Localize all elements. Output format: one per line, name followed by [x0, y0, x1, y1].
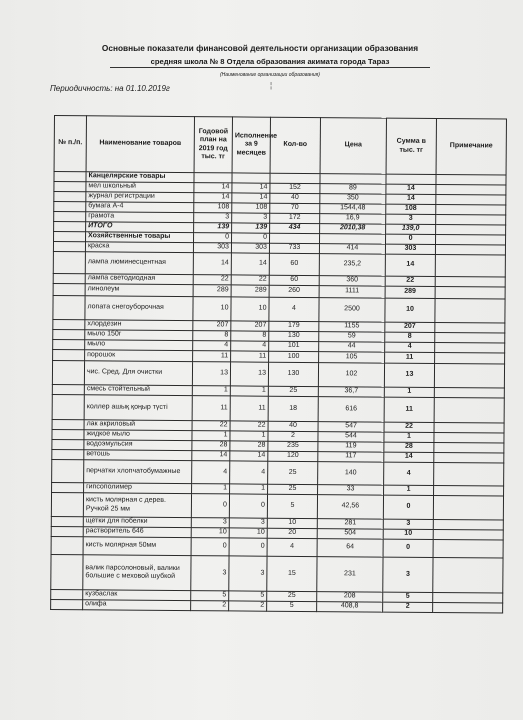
num-cell [52, 449, 84, 459]
num-cell [54, 222, 86, 232]
price-cell: 414 [319, 244, 385, 255]
num-cell [51, 516, 83, 526]
price-cell: 350 [320, 194, 386, 205]
execution-cell: 14 [232, 183, 270, 193]
num-cell [53, 295, 85, 319]
price-cell: 616 [318, 397, 384, 423]
num-cell [53, 319, 85, 329]
num-cell [54, 192, 86, 202]
execution-cell: 14 [230, 451, 268, 461]
plan-cell: 0 [191, 538, 229, 556]
column-header: Годовой план на 2019 год тыс. тг [194, 117, 232, 173]
price-cell: 36,7 [318, 387, 384, 398]
column-header: Наименование товаров [86, 116, 194, 173]
num-cell [52, 439, 84, 449]
table-row [52, 394, 504, 423]
plan-cell: 4 [193, 341, 231, 351]
organization-name: средняя школа № 8 Отдела образования акимата города Тараз [110, 57, 430, 68]
plan-cell: 10 [191, 528, 229, 538]
execution-cell: 289 [231, 285, 269, 297]
plan-cell: 0 [194, 233, 232, 243]
price-cell: 1155 [319, 322, 385, 333]
quantity-cell: 25 [268, 484, 318, 494]
stray-mark: ¦ [270, 81, 273, 90]
quantity-cell [270, 173, 320, 183]
quantity-cell: 130 [269, 331, 319, 341]
quantity-cell: 25 [267, 591, 317, 601]
execution-cell: 3 [232, 213, 270, 223]
organization-hint: (Наименование организации образования) [220, 72, 320, 78]
num-cell [52, 384, 84, 394]
note-cell [433, 592, 503, 603]
sum-cell: 3 [383, 519, 433, 529]
plan-cell: 4 [192, 461, 230, 484]
sum-cell [386, 174, 436, 184]
num-cell [54, 172, 86, 182]
quantity-cell: 2 [268, 431, 318, 441]
table-body [51, 172, 506, 614]
sum-cell: 2 [383, 602, 433, 612]
price-cell: 544 [318, 432, 384, 443]
execution-cell: 22 [230, 421, 268, 431]
execution-cell: 22 [231, 275, 269, 285]
plan-cell: 13 [192, 362, 230, 386]
quantity-cell: 20 [267, 528, 317, 538]
column-header: Кол-во [270, 117, 320, 173]
price-cell [320, 174, 386, 185]
plan-cell: 139 [194, 223, 232, 233]
num-cell [53, 283, 85, 295]
price-cell: 105 [319, 352, 385, 364]
num-cell [52, 394, 84, 419]
note-cell [433, 519, 503, 530]
quantity-cell: 5 [267, 494, 317, 518]
execution-cell: 14 [232, 193, 270, 203]
note-cell [435, 245, 505, 256]
num-cell [51, 526, 83, 536]
execution-cell [232, 173, 270, 183]
quantity-cell: 25 [268, 386, 318, 396]
quantity-cell: 4 [269, 297, 319, 321]
price-cell: 208 [317, 592, 383, 603]
item-name-cell: мыло 150г [85, 330, 193, 341]
table-header-row [54, 116, 506, 176]
plan-cell: 11 [192, 396, 230, 421]
item-name-cell: порошок [85, 350, 193, 362]
price-cell: 231 [317, 557, 383, 593]
item-name-cell: гипсополимер [84, 483, 192, 494]
period-label: Периодичность: на 01.10.2019г [50, 84, 170, 93]
item-name-cell: лак акриловый [84, 420, 192, 431]
price-cell: 89 [320, 184, 386, 195]
plan-cell: 3 [191, 556, 229, 591]
num-cell [52, 429, 84, 439]
item-name-cell: кисть молярная 50мм [83, 537, 191, 556]
execution-cell: 10 [231, 297, 269, 321]
quantity-cell: 101 [269, 341, 319, 351]
execution-cell: 3 [229, 556, 267, 591]
sum-cell: 5 [383, 592, 433, 602]
price-cell: 33 [318, 485, 384, 496]
sum-cell: 303 [385, 244, 435, 254]
item-name-cell: валик парсолоновый, валики большие с меховой шубкой [83, 555, 191, 591]
plan-cell: 303 [193, 243, 231, 253]
price-cell: 547 [318, 422, 384, 433]
plan-cell [194, 173, 232, 183]
financial-table [50, 115, 507, 614]
price-cell: 16,9 [320, 214, 386, 225]
plan-cell: 10 [193, 297, 231, 321]
sum-cell: 13 [384, 363, 434, 387]
execution-cell: 139 [232, 223, 270, 233]
quantity-cell: 434 [270, 223, 320, 233]
column-header: Цена [320, 118, 386, 175]
execution-cell: 14 [231, 253, 269, 275]
item-name-cell: грамота [86, 212, 194, 223]
note-cell [435, 286, 505, 299]
note-cell [434, 387, 504, 398]
price-cell: 117 [318, 452, 384, 463]
num-cell [54, 202, 86, 212]
execution-cell: 4 [230, 461, 268, 484]
sum-cell: 1 [384, 387, 434, 397]
item-name-cell: смесь стойтельный [84, 385, 192, 396]
plan-cell: 28 [192, 441, 230, 451]
quantity-cell [269, 233, 319, 243]
note-cell [435, 322, 505, 333]
plan-cell: 3 [194, 213, 232, 223]
execution-cell: 10 [229, 528, 267, 538]
execution-cell: 1 [230, 484, 268, 494]
price-cell: 408,8 [317, 602, 383, 613]
item-name-cell: линолеум [85, 284, 193, 297]
sum-cell: 0 [383, 495, 433, 519]
item-name-cell: перчатки хлопчатобумажные [84, 460, 192, 484]
plan-cell: 108 [194, 203, 232, 213]
note-cell [435, 298, 505, 323]
quantity-cell: 179 [269, 321, 319, 331]
sum-cell: 1 [384, 485, 434, 495]
table-row [51, 599, 503, 613]
note-cell [436, 225, 506, 236]
item-name-cell: мыло [85, 340, 193, 351]
sum-cell: 14 [385, 254, 435, 276]
sum-cell: 14 [384, 452, 434, 462]
item-name-cell: ИТОГО [86, 222, 194, 233]
sum-cell: 14 [386, 194, 436, 204]
sum-cell: 3 [383, 557, 433, 592]
note-cell [434, 363, 504, 388]
note-cell [436, 195, 506, 206]
note-cell [435, 352, 505, 364]
sum-cell: 289 [385, 286, 435, 298]
price-cell: 44 [319, 342, 385, 353]
quantity-cell: 60 [269, 275, 319, 285]
execution-cell: 28 [230, 441, 268, 451]
note-cell [433, 557, 503, 593]
note-cell [436, 185, 506, 196]
sum-cell: 22 [385, 276, 435, 286]
num-cell [51, 589, 83, 599]
sum-cell: 108 [386, 204, 436, 214]
table-row [51, 492, 503, 520]
item-name-cell: лампа светодиодная [85, 274, 193, 285]
quantity-cell: 5 [267, 601, 317, 611]
execution-cell: 5 [229, 591, 267, 601]
sum-cell: 4 [384, 462, 434, 485]
num-cell [51, 536, 83, 554]
item-name-cell: ветошь [84, 450, 192, 461]
note-cell [434, 422, 504, 433]
note-cell [434, 397, 504, 423]
quantity-cell: 40 [268, 421, 318, 431]
price-cell: 64 [317, 539, 383, 558]
num-cell [52, 482, 84, 492]
item-name-cell: кузбаслак [83, 590, 191, 601]
table-row [51, 554, 503, 593]
item-name-cell: лопата снегоуборочная [85, 296, 193, 321]
execution-cell: 1 [230, 386, 268, 396]
num-cell [51, 492, 83, 516]
num-cell [51, 599, 83, 609]
execution-cell: 0 [232, 233, 270, 243]
item-name-cell: хлордезин [85, 320, 193, 331]
execution-cell: 1 [230, 431, 268, 441]
price-cell: 102 [318, 363, 384, 388]
quantity-cell: 15 [267, 556, 317, 591]
quantity-cell: 40 [270, 193, 320, 203]
num-cell [53, 349, 85, 360]
plan-cell: 5 [191, 591, 229, 601]
sum-cell: 22 [384, 422, 434, 432]
note-cell [435, 332, 505, 343]
note-cell [435, 276, 505, 287]
price-cell: 281 [317, 519, 383, 530]
note-cell [436, 175, 506, 186]
document-title: Основные показатели финансовой деятельности организации образования [101, 43, 419, 53]
plan-cell: 1 [192, 484, 230, 494]
note-cell [433, 495, 503, 520]
plan-cell: 14 [193, 253, 231, 275]
sum-cell: 8 [385, 332, 435, 342]
note-cell [434, 442, 504, 453]
price-cell: 360 [319, 276, 385, 287]
plan-cell: 8 [193, 331, 231, 341]
execution-cell: 0 [229, 538, 267, 556]
item-name-cell: коллер ашық қоңыр түсті [84, 395, 192, 421]
quantity-cell: 235 [268, 441, 318, 451]
execution-cell: 8 [231, 331, 269, 341]
item-name-cell: журнал регистрации [86, 192, 194, 203]
note-cell [433, 529, 503, 540]
note-cell [433, 539, 503, 558]
price-cell: 2010,38 [320, 224, 386, 235]
price-cell: 235,2 [319, 254, 385, 277]
execution-cell: 0 [229, 494, 267, 518]
note-cell [435, 254, 505, 277]
num-cell [53, 251, 85, 273]
quantity-cell: 60 [269, 253, 319, 275]
note-cell [435, 235, 505, 246]
price-cell: 119 [318, 442, 384, 453]
item-name-cell: растворитель 646 [83, 527, 191, 538]
num-cell [54, 232, 86, 242]
quantity-cell: 4 [267, 538, 317, 556]
plan-cell: 1 [192, 431, 230, 441]
plan-cell: 14 [194, 193, 232, 203]
sum-cell: 11 [385, 352, 435, 363]
quantity-cell: 70 [270, 203, 320, 213]
item-name-cell: лампа люминесцентная [85, 252, 193, 275]
item-name-cell: краска [85, 242, 193, 253]
column-header: Исполнение за 9 месяцев [232, 117, 270, 173]
sum-cell: 1 [384, 432, 434, 442]
note-cell [434, 452, 504, 463]
execution-cell: 11 [230, 396, 268, 421]
sum-cell: 0 [383, 539, 433, 557]
table-row [53, 295, 505, 323]
item-name-cell: кисть молярная с дерев. Ручкой 25 мм [83, 493, 191, 518]
item-name-cell: бумага А-4 [86, 202, 194, 213]
quantity-cell: 120 [268, 451, 318, 461]
price-cell [319, 234, 385, 245]
num-cell [52, 419, 84, 429]
note-cell [434, 432, 504, 443]
price-cell: 2500 [319, 298, 385, 323]
plan-cell: 14 [194, 183, 232, 193]
sum-cell: 207 [385, 322, 435, 332]
quantity-cell: 18 [268, 396, 318, 421]
plan-cell: 22 [192, 421, 230, 431]
num-cell [53, 273, 85, 283]
execution-cell: 11 [231, 351, 269, 362]
note-cell [436, 205, 506, 216]
column-header: Сумма в тыс. тг [386, 118, 436, 174]
sum-cell: 28 [384, 442, 434, 452]
item-name-cell: водоэмульсия [84, 440, 192, 451]
num-cell [53, 329, 85, 339]
sum-cell: 4 [385, 342, 435, 352]
item-name-cell: чис. Сред. Для очистки [84, 361, 192, 386]
price-cell: 42,56 [317, 495, 383, 520]
num-cell [53, 242, 85, 252]
quantity-cell: 733 [269, 243, 319, 253]
note-cell [433, 602, 503, 613]
note-cell [436, 215, 506, 226]
execution-cell: 4 [231, 341, 269, 351]
execution-cell: 3 [229, 518, 267, 528]
sum-cell: 11 [384, 397, 434, 422]
column-header: Примечание [436, 119, 506, 176]
quantity-cell: 10 [267, 518, 317, 528]
price-cell: 59 [319, 332, 385, 343]
plan-cell: 0 [191, 494, 229, 518]
quantity-cell: 172 [270, 213, 320, 223]
quantity-cell: 130 [268, 362, 318, 386]
num-cell [52, 360, 84, 384]
num-cell [54, 212, 86, 222]
note-cell [435, 342, 505, 353]
price-cell: 1544,48 [320, 204, 386, 215]
faint-background-text [180, 0, 410, 14]
execution-cell: 108 [232, 203, 270, 213]
execution-cell: 13 [230, 362, 268, 386]
item-name-cell: щетки для побелки [83, 517, 191, 528]
execution-cell: 207 [231, 321, 269, 331]
execution-cell: 303 [231, 243, 269, 253]
item-name-cell: Хозяйственные товары [86, 232, 194, 243]
note-cell [434, 462, 504, 486]
plan-cell: 3 [191, 518, 229, 528]
sum-cell: 139,0 [386, 224, 436, 234]
plan-cell: 1 [192, 386, 230, 396]
item-name-cell: олифа [83, 600, 191, 611]
price-cell: 140 [318, 462, 384, 486]
quantity-cell: 260 [269, 285, 319, 297]
sum-cell: 3 [386, 214, 436, 224]
item-name-cell: мел школьный [86, 182, 194, 193]
item-name-cell: Канцелярские товары [86, 172, 194, 183]
sum-cell: 10 [385, 298, 435, 322]
plan-cell: 289 [193, 285, 231, 297]
sum-cell: 14 [386, 184, 436, 194]
price-cell: 504 [317, 529, 383, 540]
price-cell: 1111 [319, 286, 385, 299]
execution-cell: 2 [229, 601, 267, 611]
num-cell [52, 459, 84, 482]
num-cell [53, 339, 85, 349]
quantity-cell: 152 [270, 183, 320, 193]
quantity-cell: 25 [268, 461, 318, 484]
sum-cell: 0 [385, 234, 435, 244]
plan-cell: 207 [193, 321, 231, 331]
column-header: № п./п. [54, 116, 86, 172]
plan-cell: 14 [192, 451, 230, 461]
plan-cell: 11 [193, 351, 231, 362]
plan-cell: 2 [191, 601, 229, 611]
num-cell [51, 554, 83, 589]
sum-cell: 10 [383, 529, 433, 539]
note-cell [434, 485, 504, 496]
num-cell [54, 182, 86, 192]
plan-cell: 22 [193, 275, 231, 285]
quantity-cell: 100 [269, 351, 319, 362]
item-name-cell: жидкое мыло [84, 430, 192, 441]
table-row [52, 360, 504, 388]
